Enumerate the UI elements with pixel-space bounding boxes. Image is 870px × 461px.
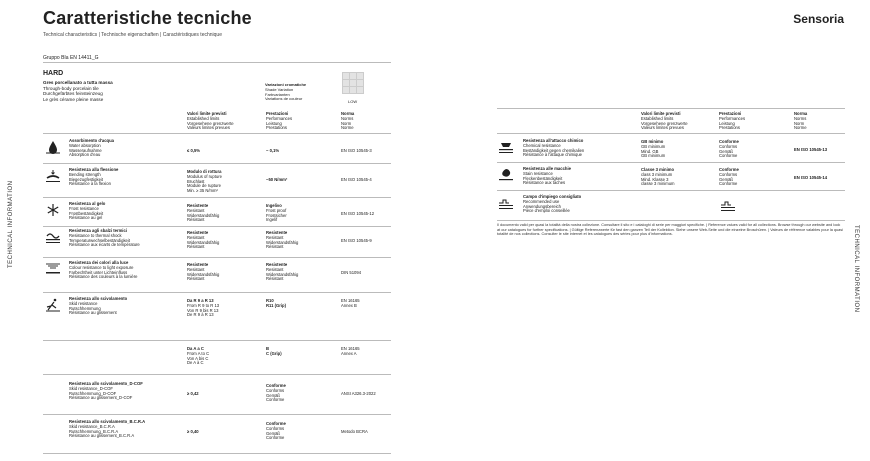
norm-cell-line: EN ISO 10545-12 — [341, 211, 375, 216]
norm-cell-line: DIN 51094 — [341, 270, 362, 275]
property-cell-line: Stain resistance — [523, 170, 553, 176]
property-cell-line: Resistenza allo scivolamento_B.C.R.A — [69, 419, 146, 424]
property-cell-line: Skid resistance_B.C.R.A — [69, 423, 115, 429]
column-header-line: Norme — [794, 125, 807, 131]
limit-cell-line: Widerstandsfähig — [187, 271, 220, 277]
limit-cell — [187, 204, 219, 223]
row-divider — [43, 197, 391, 198]
row-divider — [43, 414, 391, 415]
limit-cell-line: GB minimum — [641, 153, 666, 159]
light-resistance-icon — [45, 262, 61, 276]
column-header-line: Leistung — [719, 120, 735, 126]
column-header-line: Norma — [341, 111, 355, 116]
perf-cell-line: Conforme — [719, 181, 738, 187]
limit-cell — [641, 168, 675, 187]
limit-cell-line: Resistente — [187, 262, 209, 267]
norm-cell-line: EN ISO 10545-14 — [794, 175, 828, 180]
norm-cell-line: EN ISO 10545-13 — [794, 147, 828, 152]
norm-cell — [341, 271, 361, 276]
limit-cell-line: Module de rupture — [187, 183, 221, 189]
column-header-line: Valeurs limites prevues — [641, 125, 684, 131]
property-cell-line: Résistance à la flexion — [69, 181, 111, 187]
norm-cell-line: EN 16165 — [341, 298, 360, 303]
perf-cell — [266, 204, 287, 223]
limit-cell — [187, 392, 199, 397]
property-cell-line: Resistenza alla flessione — [69, 167, 119, 172]
column-header-line: Prestazioni — [266, 111, 289, 116]
column-header-line: Valeurs limites prevues — [187, 125, 230, 131]
property-cell-line: Frostbeständigkeit — [69, 210, 104, 216]
property-cell-line: Assorbimento d'acqua — [69, 138, 114, 143]
property-cell-line: Résistance à l'attaque chimique — [523, 152, 582, 158]
limit-cell-line: GB minimo — [641, 139, 664, 144]
column-header-line: Norms — [794, 115, 807, 121]
limit-cell-line: ≥ 0,42 — [187, 391, 199, 396]
product-description — [43, 80, 113, 102]
column-header-line: Performances — [266, 115, 293, 121]
column-header-col2 — [266, 112, 292, 131]
perf-cell-line: Frostsicher — [266, 212, 287, 218]
property-cell-line: Resistenza dei colori alla luce — [69, 260, 129, 265]
property-cell-line: Campo d'impiego consigliato — [523, 194, 582, 199]
column-header-line: Established limits — [187, 115, 220, 121]
property-cell-line: Résistance aux écarts de température — [69, 242, 140, 248]
column-header-col1 — [641, 112, 688, 131]
limit-cell-line: Bruchlast — [187, 178, 205, 184]
perf-cell — [266, 178, 287, 183]
limit-cell — [187, 263, 219, 282]
group-label: Gruppo BIa EN 14411_G — [43, 55, 99, 61]
limit-cell-line: ≤ 0,5% — [187, 148, 201, 153]
property-cell — [69, 168, 118, 187]
column-header-line: Norm — [794, 120, 805, 126]
property-cell-line: Biegezugfestigkeit — [69, 176, 103, 182]
norm-cell-line: EN 16165 — [341, 346, 360, 351]
norm-cell — [341, 212, 374, 217]
perf-cell — [266, 149, 279, 154]
limit-cell-line: From A to C — [187, 350, 210, 356]
perf-cell-line: Conforme — [719, 139, 739, 144]
perf-cell-line: Résistant — [266, 276, 284, 282]
column-header-line: Vorgesehene grenzwerte — [187, 120, 234, 126]
norm-cell — [341, 149, 372, 154]
column-header-line: Norms — [341, 115, 354, 121]
perf-cell-line: Resistant — [266, 266, 284, 272]
water-drop-icon — [45, 140, 61, 154]
property-cell-line: Résistance aux taches — [523, 180, 566, 186]
perf-cell-line: Conforme — [266, 383, 286, 388]
property-cell-line: Water absorption — [69, 142, 101, 148]
product-line: Gres porcellanato a tutta massa — [43, 80, 113, 85]
row-divider — [497, 190, 845, 191]
property-cell-line: Frost resistance — [69, 205, 99, 211]
shade-swatch-icon — [342, 72, 364, 94]
row-divider — [43, 163, 391, 164]
shade-variation — [265, 83, 306, 102]
property-cell-line: Colour resistance to light exposure — [69, 264, 134, 270]
column-header-line: Prestazioni — [719, 111, 742, 116]
perf-cell-line: Conforme — [266, 435, 285, 441]
limit-cell-line: Résistant — [187, 276, 205, 282]
shade-line: Variations de couleur — [265, 96, 303, 102]
limit-cell-line: Von R 9 bis R 13 — [187, 307, 219, 313]
perf-cell-line: Ingelivo — [266, 203, 282, 208]
side-label-left: TECHNICAL INFORMATION — [8, 180, 14, 268]
property-cell-line: Résistance au gel — [69, 215, 103, 221]
property-cell-line: Pièce d'emploi conseillée — [523, 208, 570, 214]
perf-cell — [266, 263, 298, 282]
bending-strength-icon — [45, 169, 61, 183]
column-header-col3 — [341, 112, 354, 131]
limit-cell-line: Resistant — [187, 234, 205, 240]
perf-cell-line: R10 — [266, 298, 274, 303]
perf-cell — [719, 168, 739, 187]
property-cell-line: Farbechtheit unter Lichteinfluss — [69, 269, 128, 275]
perf-cell-line: Gemäß — [719, 176, 733, 182]
perf-cell — [266, 384, 286, 403]
column-header-line: Norma — [794, 111, 808, 116]
shade-line: Farbvarianten — [265, 91, 290, 97]
property-cell-line: Résistance au glissement_D-COF — [69, 395, 133, 401]
shade-line: Shade Variation — [265, 86, 294, 92]
limit-cell-line: Resistente — [187, 203, 209, 208]
product-line: Durchgefärbtes feinsteinzeug — [43, 91, 103, 97]
product-name: HARD — [43, 70, 64, 77]
perf-cell — [266, 422, 286, 441]
perf-cell-line: Conforms — [719, 143, 738, 149]
shade-line: Variazioni cromatiche — [265, 82, 307, 87]
property-cell-line: Resistenza allo scivolamento — [69, 296, 128, 301]
perf-cell-line: Gemäß — [266, 430, 280, 436]
limit-cell — [187, 149, 200, 154]
property-cell-line: Résistance au glissement_B.C.R.A — [69, 433, 135, 439]
perf-cell-line: Ingelif — [266, 217, 278, 223]
property-cell-line: Recommended use — [523, 198, 560, 204]
perf-cell-line: Widerstandsfähig — [266, 271, 299, 277]
perf-cell-line: Resistente — [266, 262, 288, 267]
limit-cell — [187, 347, 209, 366]
column-header-line: Prestations — [719, 125, 740, 131]
property-cell-line: Resistenza allo scivolamento_D-COF — [69, 381, 143, 386]
perf-cell-line: C (Grip) — [266, 350, 282, 356]
property-cell-line: Chemical resistance — [523, 142, 561, 148]
column-header-line: Leistung — [266, 120, 282, 126]
limit-cell-line: Resistant — [187, 207, 205, 213]
page-subtitle: Technical characteristics | Technische eigenschaften | Caractéristiques technique — [43, 32, 222, 38]
property-cell-line: Rutschhemmung_D-COF — [69, 390, 117, 396]
perf-cell-line: Gemäß — [719, 148, 733, 154]
norm-cell — [341, 178, 372, 183]
property-cell — [69, 202, 105, 221]
limit-cell — [641, 140, 665, 159]
perf-cell-line: Conforme — [719, 153, 738, 159]
limit-cell-line: Widerstandsfähig — [187, 212, 220, 218]
property-cell — [69, 382, 143, 401]
norm-cell-line: Annex A — [341, 350, 357, 356]
column-header-line: Established limits — [641, 115, 674, 121]
property-cell-line: Resistenza agli sbalzi termici — [69, 228, 127, 233]
perf-cell-line: ~50 N/mm² — [266, 177, 288, 182]
row-divider — [43, 374, 391, 375]
limit-cell — [187, 430, 199, 435]
limit-cell-line: Da A a C — [187, 346, 204, 351]
perf-cell-line: B — [266, 346, 270, 351]
limit-cell-line: Mind. Klasse 3 — [641, 176, 669, 182]
brand-logo: Sensoria — [793, 12, 844, 26]
perf-cell-line: Conforms — [266, 387, 285, 393]
norm-cell-line: EN ISO 10545-3 — [341, 148, 372, 153]
column-header-col3 — [794, 112, 807, 131]
column-header-col1 — [187, 112, 234, 131]
property-cell — [69, 139, 114, 158]
limit-cell — [187, 299, 219, 318]
perf-cell — [266, 231, 298, 250]
property-cell-line: Bending strength — [69, 171, 101, 177]
column-header-line: Performances — [719, 115, 746, 121]
property-cell-line: Temperaturwechselbeständigkeit — [69, 237, 130, 243]
row-divider — [43, 226, 391, 227]
limit-cell-line: From R 9 to R 13 — [187, 302, 220, 308]
norm-cell — [341, 392, 376, 397]
property-cell-line: Beständigkeit gegen chemikalien — [523, 147, 585, 153]
property-cell-line: Absorption d'eau — [69, 152, 101, 158]
norm-cell — [341, 430, 368, 435]
row-divider — [43, 340, 391, 341]
row-divider — [497, 162, 845, 163]
limit-cell-line: Mind. GB — [641, 148, 659, 154]
property-cell-line: Anwendungsbereich — [523, 203, 561, 209]
property-cell-line: Résistance des couleurs à la lumière — [69, 274, 138, 280]
row-divider — [497, 108, 845, 109]
reference-note: Il documento valid per quasi la totalità della nostra collezione. Consultare il sito e i cataloghi di serie per maggiori specifiche. | Reference values valid for all collections. Browse through our website and look at our catalogues for further specifications. | Gültige Referenzwerte für fast den ganzen Teil der Kollektion. Siehe unsere Web-Seite und die einzelne Broschüren. | Valeurs de référence valables pour la quasi totalité de nos collections. Consulter le site internet et les catalogues des séries pour plus d'informations. — [497, 223, 844, 237]
slip-resistance-icon — [45, 298, 61, 312]
norm-cell — [341, 299, 360, 309]
norm-cell-line: EN ISO 10545-4 — [341, 177, 372, 182]
property-cell — [69, 229, 140, 248]
perf-cell — [266, 299, 286, 309]
property-cell — [523, 195, 581, 214]
row-divider — [497, 133, 845, 134]
column-header-line: Vorgesehene grenzwerte — [641, 120, 688, 126]
perf-cell-line: ~ 0,1% — [266, 148, 280, 153]
column-header-col2 — [719, 112, 745, 131]
frost-icon — [45, 203, 61, 217]
limit-cell-line: Resistente — [187, 230, 209, 235]
property-cell-line: Rutschhemmung_B.C.R.A — [69, 428, 119, 434]
norm-cell — [794, 176, 827, 181]
row-divider — [43, 257, 391, 258]
perf-cell-line: Frost proof — [266, 207, 287, 213]
row-divider — [43, 453, 391, 454]
limit-cell-line: class 3 minimum — [641, 171, 673, 177]
limit-cell — [187, 170, 222, 194]
property-cell-line: Resistenza al gelo — [69, 201, 106, 206]
property-cell-line: Resistance to thermal shock — [69, 232, 122, 238]
row-divider — [43, 133, 391, 134]
property-cell — [523, 139, 584, 158]
recommended-use-icon — [498, 196, 514, 210]
perf-cell-line: Resistente — [266, 230, 288, 235]
thermal-shock-icon — [45, 230, 61, 244]
norm-cell-line: EN ISO 10545-9 — [341, 238, 372, 243]
product-line: Through-body porcelain tile — [43, 85, 99, 91]
norm-cell — [794, 148, 827, 153]
property-cell-line: Resistenza alle macchie — [523, 166, 571, 171]
limit-cell-line: Classe 3 minimo — [641, 167, 675, 172]
norm-cell — [341, 239, 372, 244]
column-header-line: Valori limite previsti — [641, 111, 681, 116]
property-cell — [69, 261, 137, 280]
limit-cell-line: Résistant — [187, 217, 205, 223]
limit-cell-line: ≥ 0,40 — [187, 429, 199, 434]
perf-cell — [266, 347, 282, 357]
limit-cell-line: GB minimum — [641, 143, 666, 149]
property-cell-line: Resistenza all'attacco chimico — [523, 138, 584, 143]
perf-cell-line: Conforms — [719, 171, 738, 177]
property-cell-line: Résistance au glissement — [69, 310, 117, 316]
property-cell-line: Wasseraufnahme — [69, 147, 102, 153]
limit-cell-line: Modulo di rottura — [187, 169, 222, 174]
limit-cell-line: Modulus of rupture — [187, 173, 222, 179]
perf-cell — [719, 140, 739, 159]
property-cell-line: Fleckenbeständigkeit — [523, 175, 563, 181]
perf-cell-line: Conforme — [719, 167, 739, 172]
row-divider — [497, 220, 845, 221]
column-header-line: Norm — [341, 120, 352, 126]
limit-cell-line: Von A bis C — [187, 355, 209, 361]
perf-cell-line: Conforme — [266, 397, 285, 403]
perf-cell-line: R11 (Grip) — [266, 302, 287, 308]
column-header-line: Prestations — [266, 125, 287, 131]
property-cell-line: Skid resistance — [69, 300, 98, 306]
limit-cell-line: Widerstandsfähig — [187, 239, 220, 245]
perf-cell-line: Gemäß — [266, 392, 280, 398]
property-cell-line: Rutschhemmung — [69, 305, 101, 311]
row-divider — [43, 292, 391, 293]
perf-cell-line: Résistant — [266, 244, 284, 250]
stain-resistance-icon — [498, 168, 514, 182]
divider — [43, 62, 391, 63]
shade-level: LOW — [348, 99, 358, 104]
perf-cell-line: Resistant — [266, 234, 284, 240]
norm-cell-line: ANSI A326.3-2022 — [341, 391, 376, 396]
column-header-line: Norme — [341, 125, 354, 131]
product-line: Le grès cérame pleine masse — [43, 96, 104, 102]
limit-cell-line: Min. ≥ 35 N/mm² — [187, 188, 218, 194]
limit-cell-line: De R 9 à R 13 — [187, 312, 214, 318]
limit-cell-line: De A à C — [187, 360, 204, 366]
limit-cell-line: Da R 9 a R 13 — [187, 298, 214, 303]
limit-cell-line: Résistant — [187, 244, 205, 250]
chemical-resistance-icon — [498, 140, 514, 154]
limit-cell — [187, 231, 219, 250]
recommended-use-icon — [720, 198, 736, 212]
norm-cell-line: Annex B — [341, 302, 357, 308]
perf-cell-line: Conforms — [266, 425, 285, 431]
norm-cell — [341, 347, 360, 357]
perf-cell-line: Widerstandsfähig — [266, 239, 299, 245]
property-cell — [69, 420, 145, 439]
property-cell — [69, 297, 127, 316]
property-cell-line: Skid resistance_D-COF — [69, 385, 113, 391]
column-header-line: Valori limite previsti — [187, 111, 227, 116]
perf-cell-line: Conforme — [266, 421, 286, 426]
norm-cell-line: Metodo BCRA — [341, 429, 368, 434]
limit-cell-line: Resistant — [187, 266, 205, 272]
side-label-right: TECHNICAL INFORMATION — [853, 225, 859, 313]
limit-cell-line: classe 3 minimum — [641, 181, 675, 187]
page-title: Caratteristiche tecniche — [43, 8, 252, 28]
property-cell — [523, 167, 571, 186]
